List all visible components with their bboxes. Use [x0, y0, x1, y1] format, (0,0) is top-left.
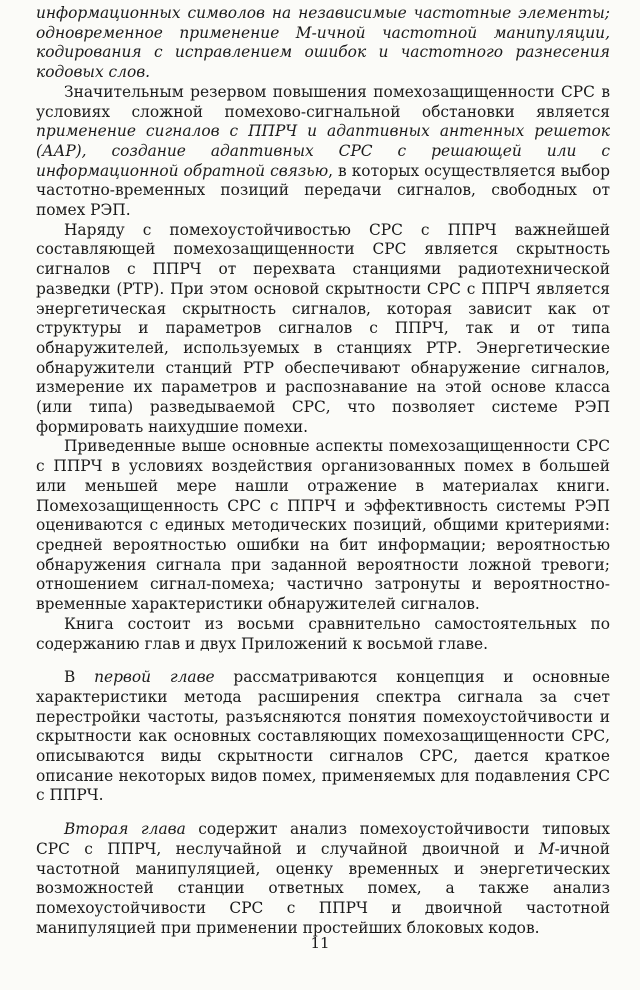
text-run: -ичной частотной манипуляцией, оценку временных и энергетических возможностей станции ответных помех, а также анализ помехоустойчивости СРС с ППРЧ и двоичной частотной манипуляцией при применении простейших блоковых кодов. [36, 839, 610, 937]
italic-text-run: применение сигналов с ППРЧ и адаптивных антенных решеток (ААР), создание адаптивных СРС с решающей или с информационной обратной связью [36, 122, 610, 180]
paragraph-stealth-of-signals [36, 221, 610, 438]
page-text-body [36, 4, 610, 938]
paragraph-continuation [36, 4, 610, 83]
paragraph-reserve-of-protection [36, 83, 610, 221]
text-run: содержит анализ помехоустойчивости типовых СРС с ППРЧ, неслучайной и случайной двоичной и [36, 820, 610, 858]
italic-text-run: первой главе [94, 668, 215, 687]
paragraph-book-aspects [36, 437, 610, 614]
text-run: В [64, 668, 95, 687]
text-run: Приведенные выше основные аспекты помехозащищенности СРС с ППРЧ в условиях воздействия организованных помех в большей или меньшей мере нашли отражение в материалах книги. Помехозащищенность СРС с ППРЧ и эффективность системы РЭП оцениваются с единых методических позиций, общими критериями: средней вероятностью ошибки на бит информации; вероятностью обнаружения сигнала при заданной вероятности ложной тревоги; отношением сигнал-помеха; частично затронуты и вероятностно-временные характеристики обнаружителей сигналов. [36, 437, 610, 614]
text-run: Книга состоит из восьми сравнительно самостоятельных по содержанию глав и двух Приложений к восьмой главе. [36, 614, 610, 653]
italic-text-run: Вторая глава [64, 820, 186, 839]
text-run: рассматриваются концепция и основные характеристики метода расширения спектра сигнала за счет перестройки частоты, разъясняются понятия помехоустойчивости и скрытности как основных составляющих помехозащищенности СРС, описываются виды скрытности сигналов СРС, дается краткое описание некоторых видов помех, применяемых для подавления СРС с ППРЧ. [36, 668, 610, 805]
italic-text-run: M [538, 839, 555, 858]
text-run: Значительным резервом повышения помехозащищенности СРС в условиях сложной помехово-сигнальной обстановки является [36, 82, 610, 121]
paragraph-chapter-one [36, 668, 610, 806]
paragraph-chapter-two [36, 820, 610, 938]
text-run: , в которых осуществляется выбор частотно-временных позиций передачи сигналов, свободных от помех РЭП. [36, 161, 610, 220]
paragraph-book-structure [36, 615, 610, 654]
italic-text-run: информационных символов на независимые частотные элементы; одновременное применение M-ичной частотной манипуляции, кодирования с исправлением ошибок и частотного разнесения кодовых слов. [36, 4, 610, 82]
page-number: 11 [310, 934, 330, 952]
text-run: Наряду с помехоустойчивостью СРС с ППРЧ важнейшей составляющей помехозащищенности СРС является скрытность сигналов с ППРЧ от перехвата станциями радиотехнической разведки (РТР). При этом основой скрытности СРС с ППРЧ является энергетическая скрытность сигналов, которая зависит как от структуры и параметров сигналов с ППРЧ, так и от типа обнаружителей, используемых в станциях РТР. Энергетические обнаружители станций РТР обеспечивают обнаружение сигналов, измерение их параметров и распознавание на этой основе класса (или типа) разведываемой СРС, что позволяет системе РЭП формировать наихудшие помехи. [36, 220, 610, 436]
